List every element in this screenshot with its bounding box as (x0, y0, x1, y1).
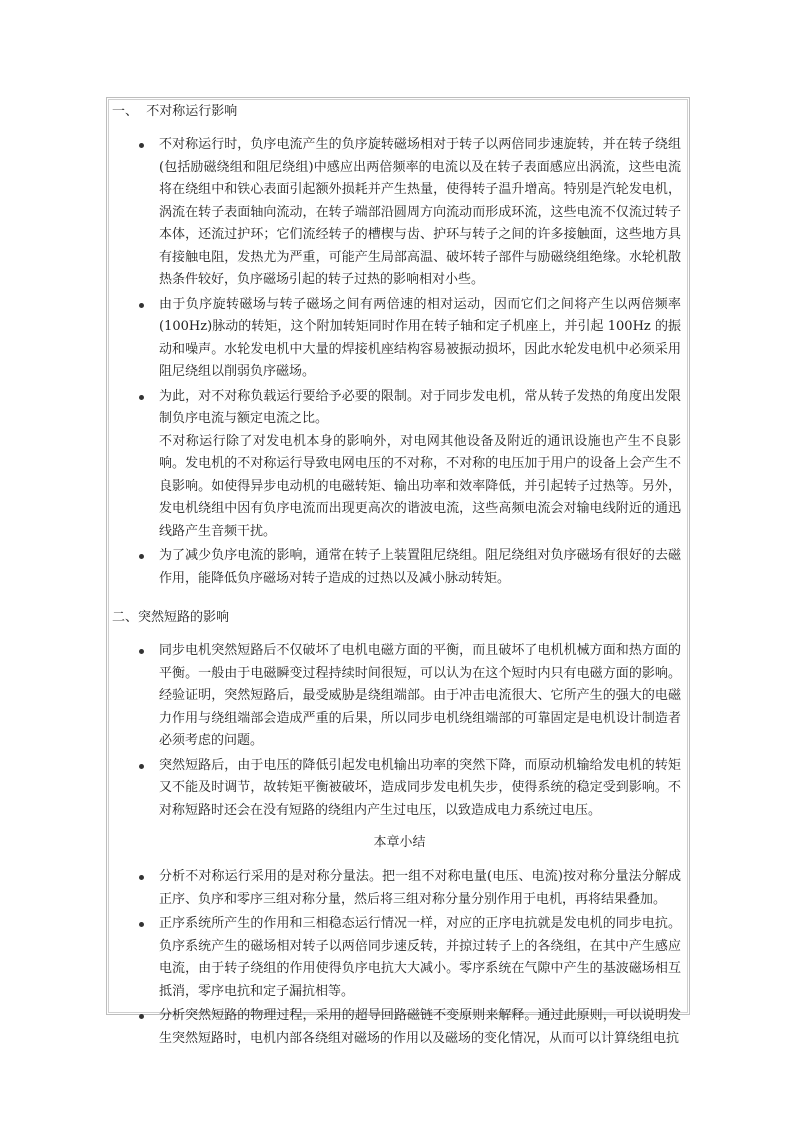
content-frame (106, 97, 690, 1046)
list-item: 分析不对称运行采用的是对称分量法。把一组不对称电量(电压、电流)按对称分量法分解成正序、负序和零序三组对称分量，然后将三组对称分量分别作用于电机，再将结果叠加。 (159, 866, 681, 911)
section-heading-sudden-short-circuit: 二、突然短路的影响 (112, 610, 230, 625)
section1-list (112, 134, 687, 590)
list-item: 正序系统所产生的作用和三相稳态运行情况一样，对应的正序电抗就是发电机的同步电抗。负序系统产生的磁场相对转子以两倍同步速反转，并掠过转子上的各绕组，在其中产生感应电流，由于转子绕组的作用使得负序电抗大大减小。零序系统在气隙中产生的基波磁场相互抵消，零序电抗和定子漏抗相等。 (159, 913, 681, 1003)
content-inner (108, 99, 688, 1046)
list-item: 为此，对不对称负载运行要给予必要的限制。对于同步发电机，常从转子发热的角度出发限制负序电流与额定电流之比。 不对称运行除了对发电机本身的影响外，对电网其他设备及附近的通讯设施也产生不良影响。发电机的不对称运行导致电网电压的不对称，不对称的电压加于用户的设备上会产生不良影响。如使得异步电动机的电磁转矩、输出功率和效率降低，并引起转子过热等。另外，发电机绕组中因有负序电流而出现更高次的谐波电流，这些高频电流会对输电线附近的通迅线路产生音频干扰。 (159, 386, 681, 544)
section-heading-unbalanced-operation: 一、 不对称运行影响 (112, 104, 238, 119)
list-item: 突然短路后，由于电压的降低引起发电机输出功率的突然下降，而原动机输给发电机的转矩又不能及时调节，故转矩平衡被破坏，造成同步发电机失步，使得系统的稳定受到影响。不对称短路时还会在没有短路的绕组内产生过电压，以致造成电力系统过电压。 (159, 755, 681, 823)
list-item: 同步电机突然短路后不仅破坏了电机电磁方面的平衡，而且破坏了电机机械方面和热方面的平衡。一般由于电磁瞬变过程持续时间很短，可以认为在这个短时内只有电磁方面的影响。经验证明，突然短路后，最受威胁是绕组端部。由于冲击电流很大、它所产生的强大的电磁力作用与绕组端部会造成严重的后果，所以同步电机绕组端部的可靠固定是电机设计制造者必须考虑的问题。 (159, 640, 681, 753)
chapter-summary-title: 本章小结 (373, 835, 426, 850)
list-item: 不对称运行时，负序电流产生的负序旋转磁场相对于转子以两倍同步速旋转，并在转子绕组(包括励磁绕组和阻尼绕组)中感应出两倍频率的电流以及在转子表面感应出涡流，这些电流将在绕组中和铁心表面引起额外损耗并产生热量，使得转子温升增高。特别是汽轮发电机，涡流在转子表面轴向流动，在转子端部沿圆周方向流动而形成环流，这些电流不仅流过转子本体，还流过护环；它们流经转子的槽楔与齿、护环与转子之间的许多接触面，这些地方具有接触电阻，发热尤为严重，可能产生局部高温、破坏转子部件与励磁绕组绝缘。水轮机散热条件较好，负序磁场引起的转子过热的影响相对小些。 (159, 134, 681, 292)
section2-list (112, 640, 687, 822)
list-item: 由于负序旋转磁场与转子磁场之间有两倍速的相对运动，因而它们之间将产生以两倍频率(100Hz)脉动的转矩，这个附加转矩同时作用在转子轴和定子机座上，并引起 100Hz 的振动和噪声。水轮发电机中大量的焊接机座结构容易被振动损坏，因此水轮发电机中必须采用阻尼绕组以削弱负序磁场。 (159, 294, 681, 384)
list-item: 分析突然短路的物理过程，采用的超导回路磁链不变原则来解释。通过此原则，可以说明发生突然短路时，电机内部各绕组对磁场的作用以及磁场的变化情况，从而可以计算绕组电抗 (159, 1005, 681, 1050)
list-item: 为了减少负序电流的影响，通常在转子上装置阻尼绕组。阻尼绕组对负序磁场有很好的去磁作用，能降低负序磁场对转子造成的过热以及减小脉动转矩。 (159, 545, 681, 590)
summary-list (112, 866, 687, 1050)
